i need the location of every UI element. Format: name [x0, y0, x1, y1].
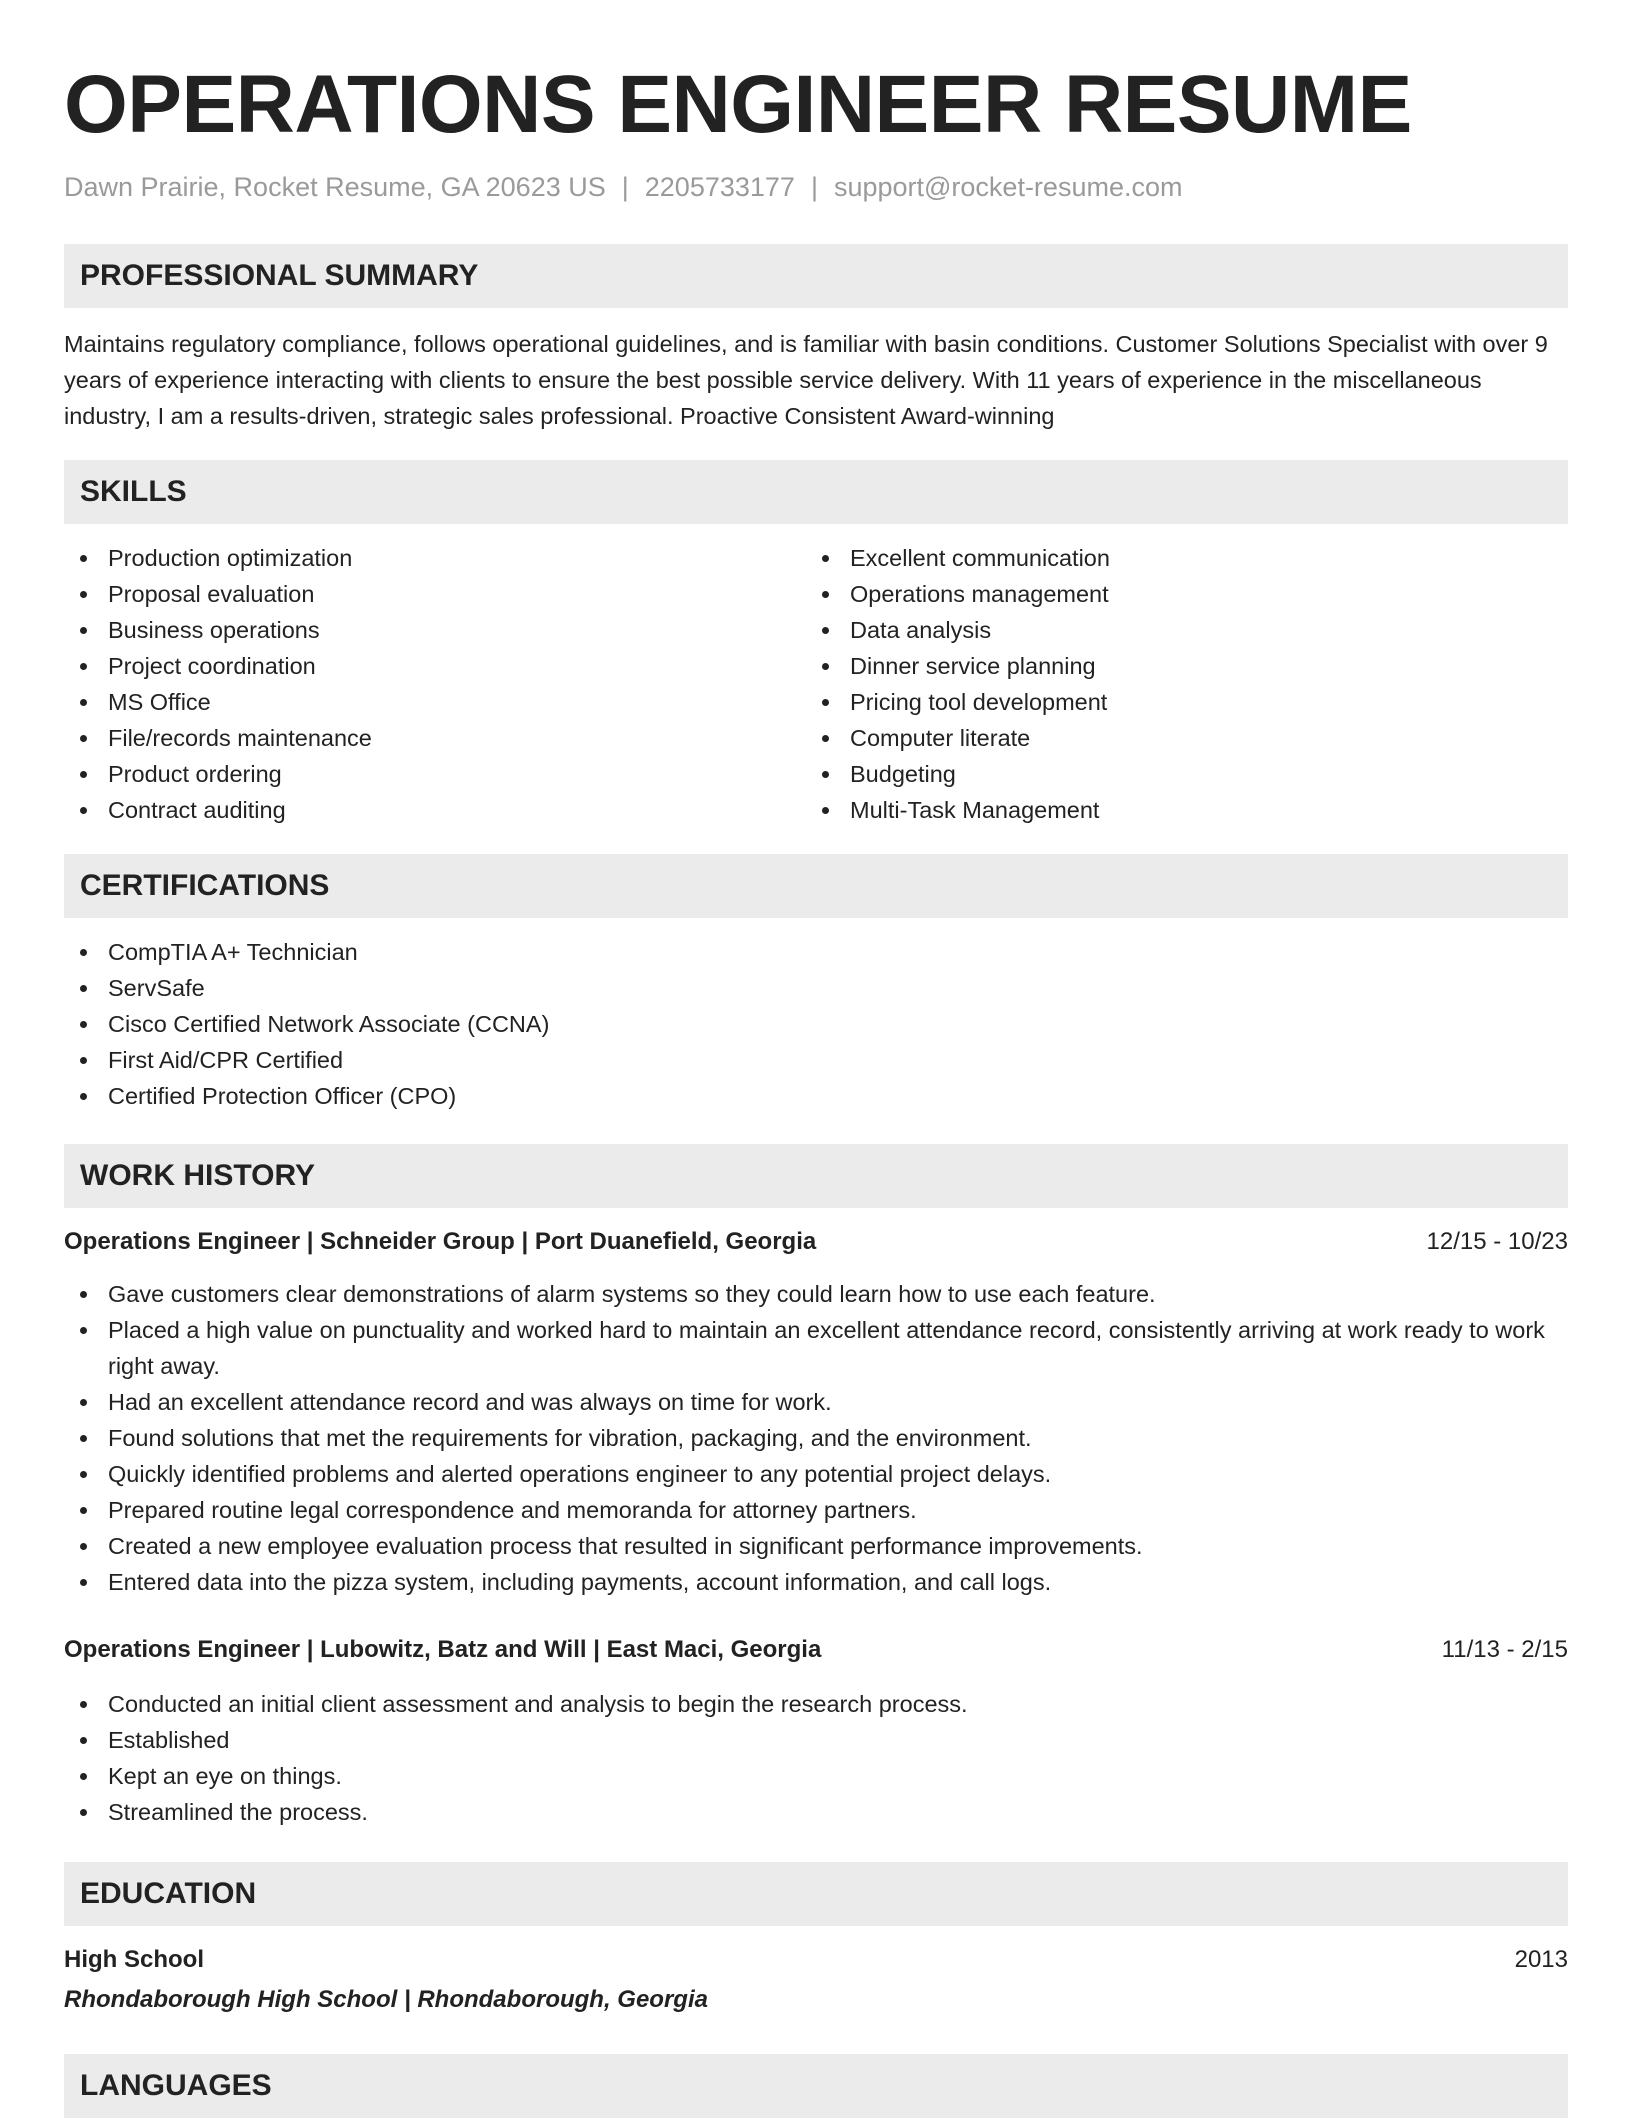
job-header: [64, 1632, 1568, 1668]
job-bullet: Quickly identified problems and alerted operations engineer to any potential project delays.: [64, 1456, 1568, 1492]
job-bullet: Created a new employee evaluation process that resulted in significant performance improvements.: [64, 1528, 1568, 1564]
skills-grid: [64, 540, 1568, 828]
resume-page: [64, 0, 1568, 2118]
skill-item: Multi-Task Management: [806, 792, 1548, 828]
certification-item: First Aid/CPR Certified: [64, 1042, 1568, 1078]
job-bullet: Conducted an initial client assessment and analysis to begin the research process.: [64, 1686, 1568, 1722]
skill-item: Product ordering: [64, 756, 806, 792]
certification-item: Cisco Certified Network Associate (CCNA): [64, 1006, 1568, 1042]
contact-address: Dawn Prairie, Rocket Resume, GA 20623 US: [64, 172, 606, 202]
contact-phone: 2205733177: [644, 172, 795, 202]
job-title: Operations Engineer | Lubowitz, Batz and Will | East Maci, Georgia: [64, 1636, 822, 1663]
job-bullet: Gave customers clear demonstrations of alarm systems so they could learn how to use each feature.: [64, 1276, 1568, 1312]
certifications-list: [64, 934, 1568, 1114]
page-title: OPERATIONS ENGINEER RESUME: [64, 59, 1412, 150]
skill-item: Pricing tool development: [806, 684, 1548, 720]
job-bullet: Kept an eye on things.: [64, 1758, 1568, 1794]
section-header-work-history: WORK HISTORY: [64, 1144, 1568, 1208]
section-header-certifications: CERTIFICATIONS: [64, 854, 1568, 918]
job-header: [64, 1224, 1568, 1260]
contact-separator: |: [810, 172, 818, 202]
skill-item: File/records maintenance: [64, 720, 806, 756]
job-bullet: Placed a high value on punctuality and worked hard to maintain an excellent attendance record, consistently arriving at work ready to work right away.: [64, 1312, 1568, 1384]
contact-email: support@rocket-resume.com: [833, 172, 1183, 202]
education-year: 2013: [1514, 1946, 1568, 1973]
skill-item: Project coordination: [64, 648, 806, 684]
skills-list-left: [64, 540, 806, 828]
job-bullet: Entered data into the pizza system, including payments, account information, and call logs.: [64, 1564, 1568, 1600]
skills-list-right: [806, 540, 1548, 828]
section-header-skills: SKILLS: [64, 460, 1568, 524]
job-bullet-list: [64, 1686, 1568, 1830]
skill-item: Operations management: [806, 576, 1548, 612]
skill-item: Dinner service planning: [806, 648, 1548, 684]
job-dates: 12/15 - 10/23: [1426, 1228, 1568, 1255]
certification-item: CompTIA A+ Technician: [64, 934, 1568, 970]
summary-text: Maintains regulatory compliance, follows operational guidelines, and is familiar with basin conditions. Customer Solutions Specialist with over 9 years of experience interacting with clients to ensure the best possible service delivery. With 11 years of experience in the miscellaneous industry, I am a results-driven, strategic sales professional. Proactive Consistent Award-winning: [64, 331, 1548, 429]
skill-item: Production optimization: [64, 540, 806, 576]
section-header-languages: LANGUAGES: [64, 2054, 1568, 2118]
skill-item: MS Office: [64, 684, 806, 720]
job-bullet: Had an excellent attendance record and was always on time for work.: [64, 1384, 1568, 1420]
certification-item: ServSafe: [64, 970, 1568, 1006]
section-header-education: EDUCATION: [64, 1862, 1568, 1926]
education-degree: High School: [64, 1946, 204, 1973]
job-dates: 11/13 - 2/15: [1441, 1636, 1568, 1663]
contact-line: [64, 170, 1568, 204]
skill-item: Excellent communication: [806, 540, 1548, 576]
certification-item: Certified Protection Officer (CPO): [64, 1078, 1568, 1114]
education-school: Rhondaborough High School | Rhondaborough, Georgia: [64, 1986, 708, 2013]
job-bullet: Found solutions that met the requirements for vibration, packaging, and the environment.: [64, 1420, 1568, 1456]
skill-item: Contract auditing: [64, 792, 806, 828]
job-bullet: Prepared routine legal correspondence and memoranda for attorney partners.: [64, 1492, 1568, 1528]
skill-item: Proposal evaluation: [64, 576, 806, 612]
job-bullet: Streamlined the process.: [64, 1794, 1568, 1830]
skill-item: Business operations: [64, 612, 806, 648]
job-bullet: Established: [64, 1722, 1568, 1758]
job-title: Operations Engineer | Schneider Group | Port Duanefield, Georgia: [64, 1228, 817, 1255]
section-header-summary: PROFESSIONAL SUMMARY: [64, 244, 1568, 308]
skill-item: Data analysis: [806, 612, 1548, 648]
education-header: [64, 1942, 1568, 1978]
skill-item: Computer literate: [806, 720, 1548, 756]
skill-item: Budgeting: [806, 756, 1548, 792]
job-bullet-list: [64, 1276, 1568, 1600]
contact-separator: |: [621, 172, 629, 202]
